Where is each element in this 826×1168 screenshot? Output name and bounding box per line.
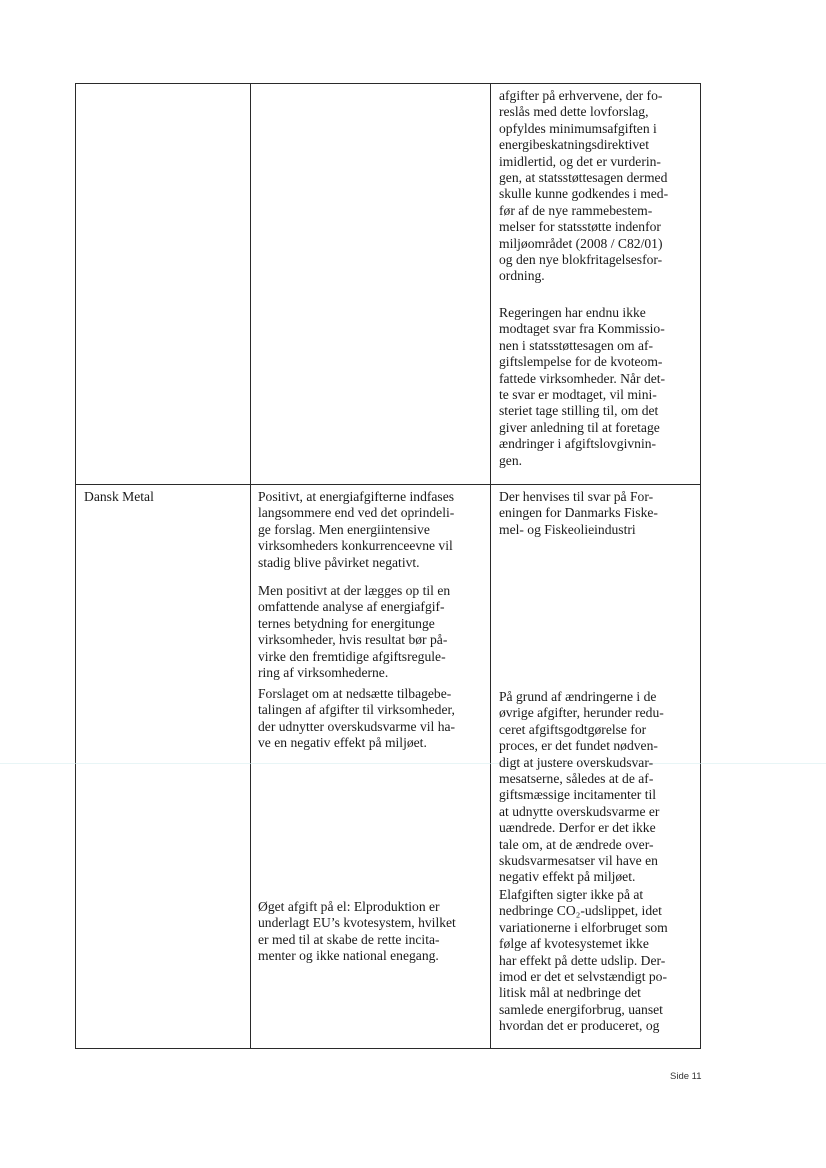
table-column-divider-1 [250, 83, 251, 1049]
response-paragraph-1: Der henvises til svar på For- eningen for Danmarks Fiske- mel- og Fiskeolieindustri [499, 489, 658, 537]
comment-paragraph-3: Forslaget om at nedsætte tilbagebe- talingen af afgifter til virksomheder, der udnytter overskudsvarme vil ha- ve en negativ effekt på miljøet. [258, 686, 456, 751]
table-bottom-border [75, 1048, 701, 1049]
table-column-divider-2 [490, 83, 491, 1049]
scan-artifact-line [0, 763, 826, 764]
comment-paragraph-4: Øget afgift på el: Elproduktion er underlagt EU’s kvotesystem, hvilket er med til at skabe de rette incita- menter og ikke national enegang. [258, 899, 456, 964]
table-right-border [700, 83, 701, 1049]
table-row-divider [75, 484, 701, 485]
page-number: Side 11 [670, 1071, 702, 1082]
response-paragraph-2: På grund af ændringerne i de øvrige afgifter, herunder redu- ceret afgiftsgodtgørelse for proces, er det fundet nødven- digt at justere overskudsvar- mesatserne, således at de af- giftsmæssige incitamenter til at udnytte overskudsvarme er uændrede. Derfor er det ikke tale om, at de ændrede over- skudsvarmesatser vil have en negativ effekt på miljøet. [499, 689, 664, 885]
response-paragraph-3: Elafgiften sigter ikke på at nedbringe CO₂-udslippet, idet variationerne i elforbruget som følge af kvotesystemet ikke har effekt på dette udslip. Der- imod er det et selvstændigt po- litisk mål at nedbringe det samlede energiforbrug, uanset hvordan det er produceret, og [499, 887, 668, 1034]
comment-paragraph-1: Positivt, at energiafgifterne indfases langsommere end ved det oprindeli- ge forslag. Men energiintensive virksomheders konkurrenceevne vil stadig blive påvirket negativt. [258, 489, 455, 570]
row1-response-paragraph-2: Regeringen har endnu ikke modtaget svar fra Kommissio- nen i statsstøttesagen om af- giftslempelse for de kvoteom- fattede virksomheder. Når det- te svar er modtaget, vil mini- steriet tage stilling til, om det giver anledning til at foretage ændringer i afgiftslovgivnin- gen. [499, 305, 666, 468]
row1-response-paragraph-1: afgifter på erhvervene, der fo- reslås med dette lovforslag, opfyldes minimumsafgiften i energibeskatningsdirektivet imidlertid, og det er vurderin- gen, at statsstøttesagen dermed skulle kunne godkendes i med- før af de nye rammebestem- melser for statsstøtte indenfor miljøområdet (2008 / C82/01) og den nye blokfritagelsesfor- ordning. [499, 88, 669, 284]
table-left-border [75, 83, 76, 1049]
table-top-border [75, 83, 701, 84]
comment-paragraph-2: Men positivt at der lægges op til en omfattende analyse af energiafgif- ternes betydning for energitunge virksomheder, hvis resultat bør på- virke den fremtidige afgiftsregule- ring af virksomhederne. [258, 583, 451, 681]
organisation-name: Dansk Metal [84, 489, 154, 504]
